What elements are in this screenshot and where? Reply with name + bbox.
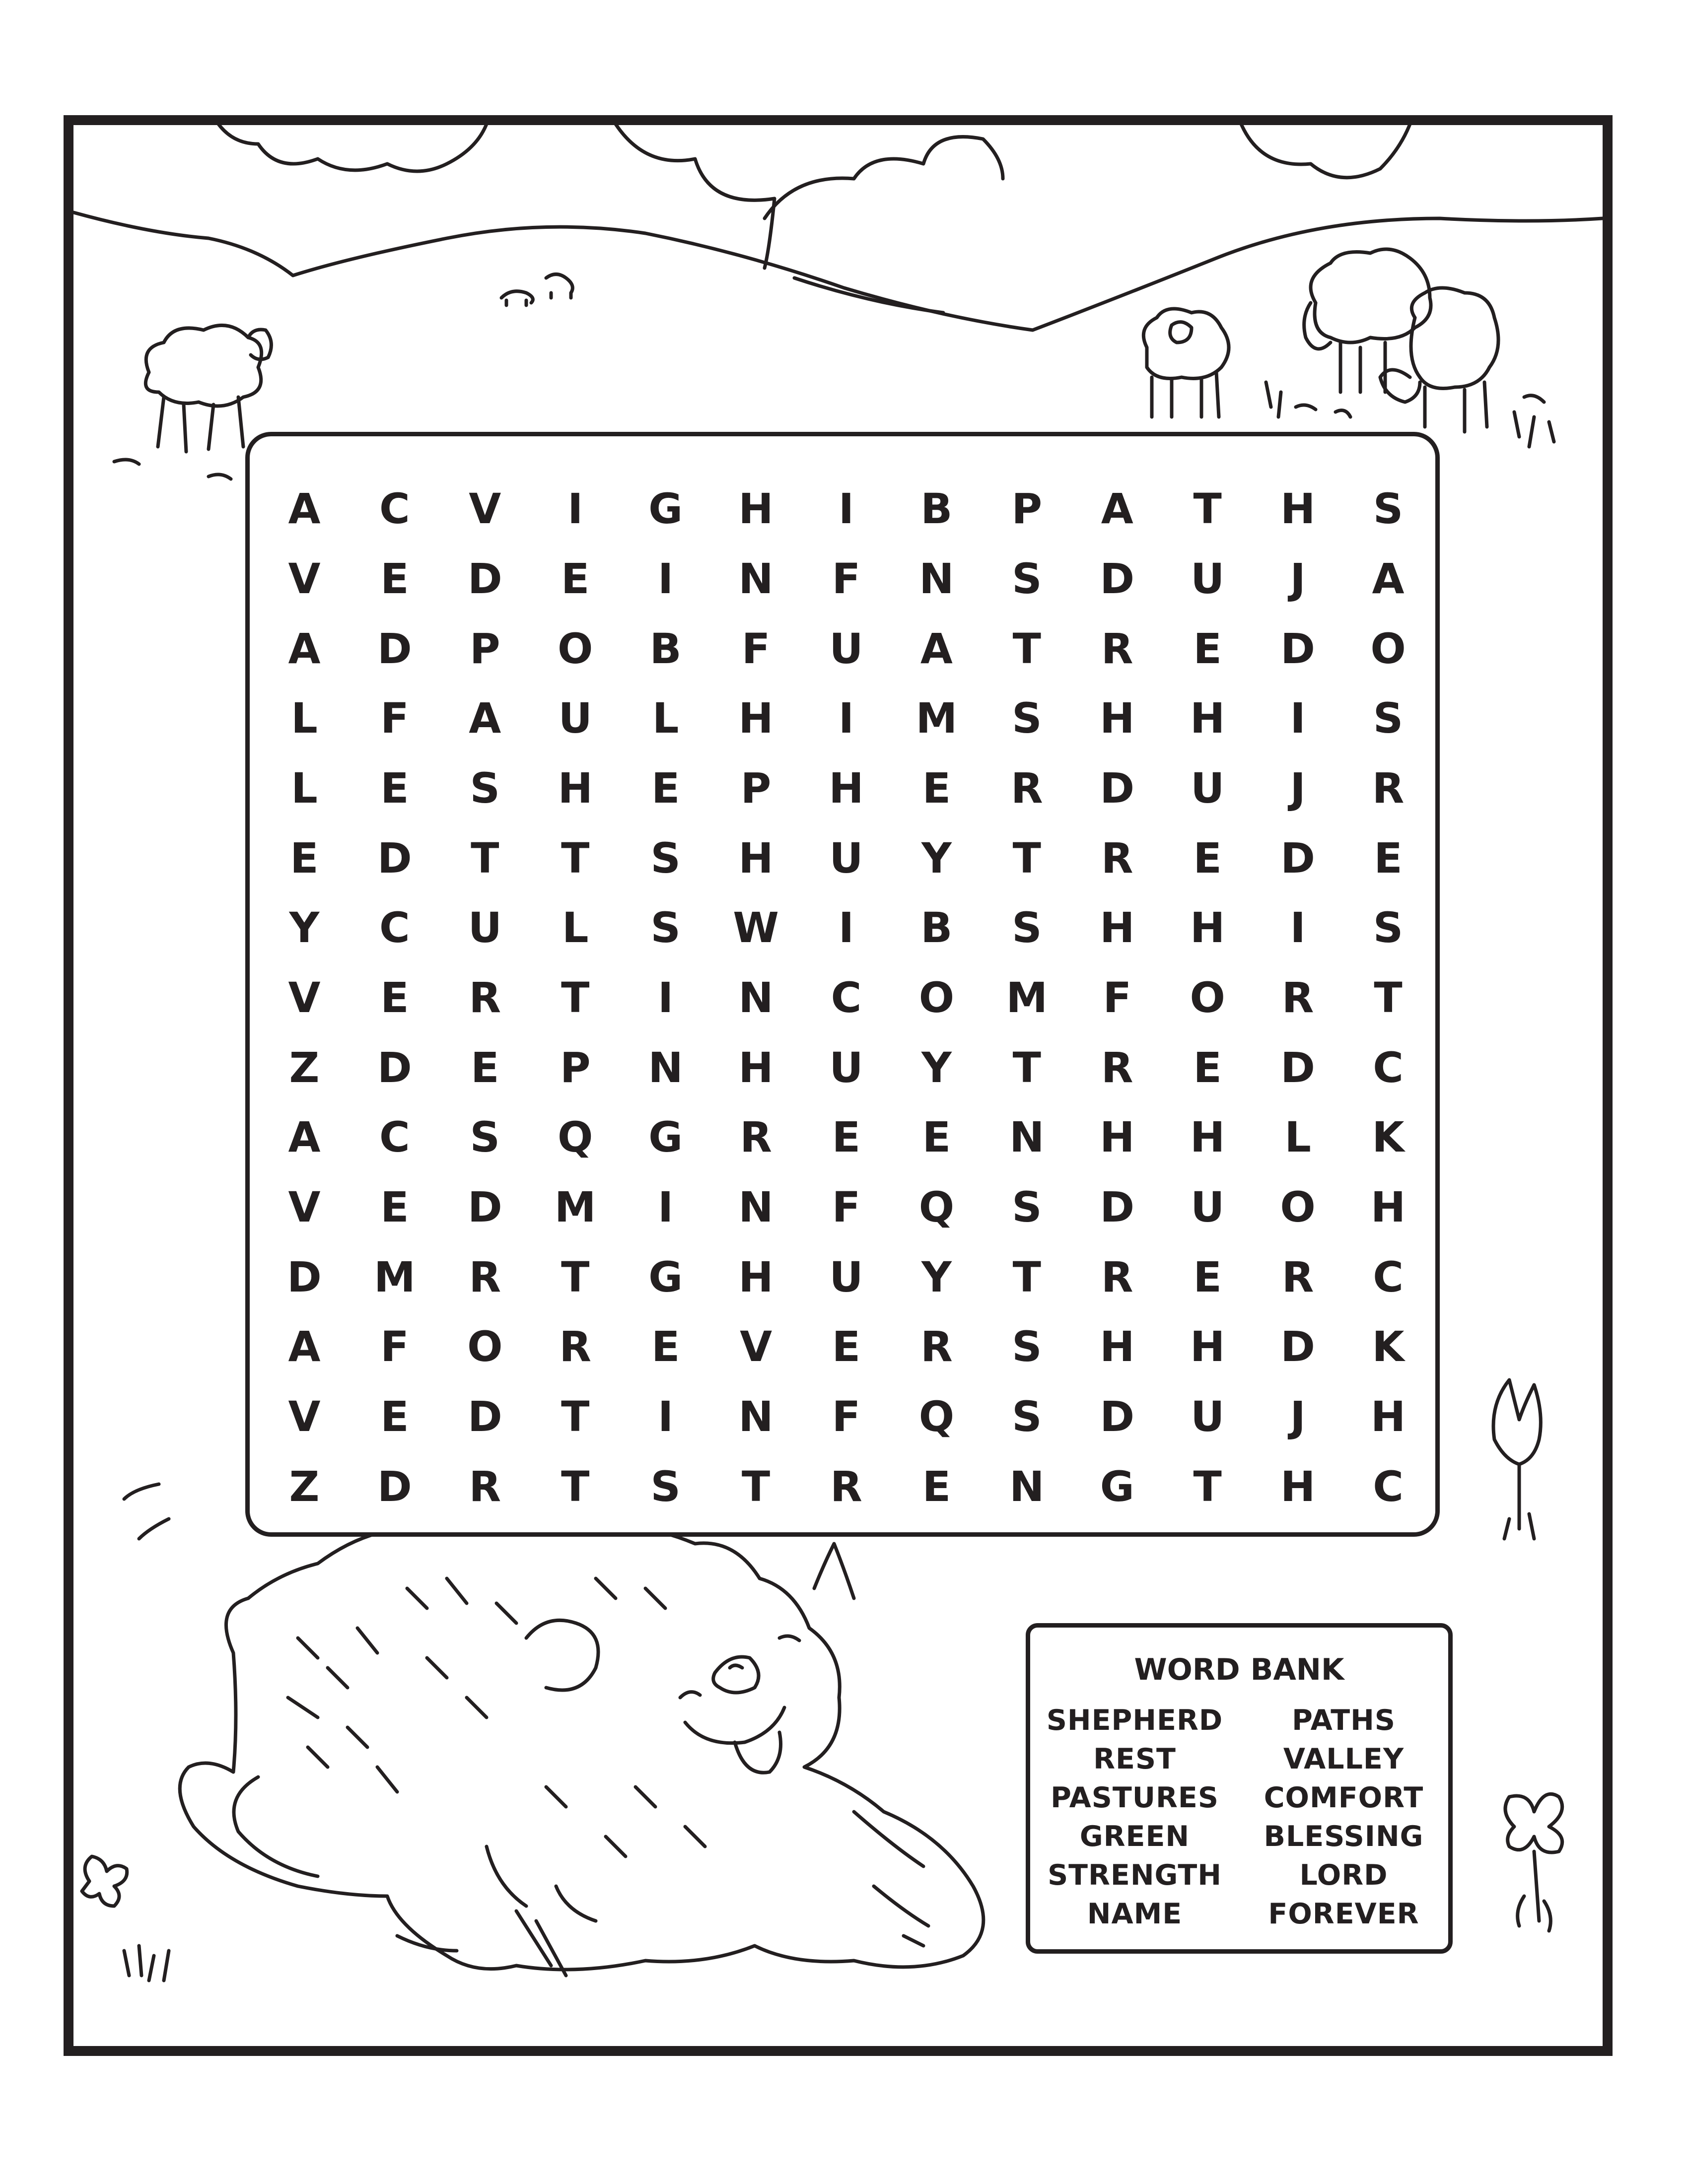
grid-letter[interactable]: M xyxy=(1006,973,1048,1022)
grid-letter[interactable]: R xyxy=(559,1322,592,1371)
grid-letter[interactable]: O xyxy=(467,1322,503,1371)
grid-letter[interactable]: J xyxy=(1290,1392,1306,1441)
grid-letter[interactable]: H xyxy=(738,484,774,534)
grid-letter[interactable]: H xyxy=(1100,694,1135,743)
grid-letter[interactable]: N xyxy=(1009,1462,1045,1511)
word-bank-word: STRENGTH xyxy=(1048,1859,1222,1892)
grid-letter[interactable]: S xyxy=(1012,1392,1042,1441)
grid-letter[interactable]: H xyxy=(1190,1113,1225,1162)
grid-letter[interactable]: R xyxy=(1281,1252,1314,1301)
grid-letter[interactable]: N xyxy=(919,554,954,603)
word-bank-left-column xyxy=(1030,1701,1239,1933)
grid-letter[interactable]: T xyxy=(1193,1462,1222,1511)
grid-letter[interactable]: E xyxy=(922,1113,951,1162)
grid-letter[interactable]: D xyxy=(1100,763,1135,813)
grid-letter[interactable]: V xyxy=(469,484,501,534)
grid-letter[interactable]: H xyxy=(829,763,864,813)
grid-letter[interactable]: D xyxy=(467,1392,502,1441)
grid-letter[interactable]: N xyxy=(648,1043,683,1092)
grid-letter[interactable]: Q xyxy=(558,1113,593,1162)
grid-letter[interactable]: Y xyxy=(921,833,952,883)
grid-letter[interactable]: R xyxy=(1101,833,1133,883)
grid-letter[interactable]: H xyxy=(1100,903,1135,953)
grid-letter[interactable]: V xyxy=(288,554,321,603)
grid-letter[interactable]: E xyxy=(380,973,409,1022)
grid-letter[interactable]: A xyxy=(288,624,321,673)
grid-letter[interactable]: E xyxy=(1193,1252,1222,1301)
grid-letter[interactable]: D xyxy=(467,1182,502,1231)
grid-letter[interactable]: I xyxy=(1290,694,1306,743)
grid-letter[interactable]: S xyxy=(650,1462,681,1511)
grid-letter[interactable]: U xyxy=(1191,763,1225,813)
word-bank-box xyxy=(1026,1623,1453,1954)
grid-letter[interactable]: E xyxy=(922,1462,951,1511)
grid-letter[interactable]: A xyxy=(288,484,321,534)
grid-letter[interactable]: L xyxy=(1284,1113,1311,1162)
word-bank-word: NAME xyxy=(1087,1898,1183,1930)
grid-letter[interactable]: P xyxy=(470,624,500,673)
grid-letter[interactable]: N xyxy=(738,1392,774,1441)
grid-letter[interactable]: T xyxy=(741,1462,771,1511)
grid-letter[interactable]: E xyxy=(290,833,319,883)
grid-letter[interactable]: S xyxy=(1012,1182,1042,1231)
grid-letter[interactable]: R xyxy=(469,973,501,1022)
grid-letter[interactable]: H xyxy=(1370,1392,1406,1441)
grid-letter[interactable]: A xyxy=(288,1113,321,1162)
grid-letter[interactable]: R xyxy=(1281,973,1314,1022)
grid-letter[interactable]: G xyxy=(648,1252,683,1301)
grid-letter[interactable]: H xyxy=(1100,1322,1135,1371)
grid-letter[interactable]: E xyxy=(380,554,409,603)
grid-letter[interactable]: E xyxy=(1193,1043,1222,1092)
grid-letter[interactable]: O xyxy=(1370,624,1406,673)
grid-letter[interactable]: T xyxy=(1012,833,1041,883)
grid-letter[interactable]: B xyxy=(649,624,682,673)
grid-letter[interactable]: S xyxy=(1012,554,1042,603)
grid-letter[interactable]: T xyxy=(1193,484,1222,534)
grid-letter[interactable]: N xyxy=(738,973,774,1022)
grid-letter[interactable]: G xyxy=(1100,1462,1134,1511)
grid-letter[interactable]: L xyxy=(291,763,318,813)
grid-letter[interactable]: H xyxy=(1280,1462,1316,1511)
grid-letter[interactable]: I xyxy=(658,1182,674,1231)
grid-letter[interactable]: U xyxy=(829,833,863,883)
grid-letter[interactable]: H xyxy=(1190,1322,1225,1371)
grid-letter[interactable]: S xyxy=(650,833,681,883)
grid-letter[interactable]: T xyxy=(1012,624,1041,673)
word-bank-right-column xyxy=(1239,1701,1448,1933)
grid-letter[interactable]: H xyxy=(1190,903,1225,953)
grid-letter[interactable]: I xyxy=(658,973,674,1022)
grid-letter[interactable]: W xyxy=(733,903,779,953)
grid-letter[interactable]: T xyxy=(1374,973,1403,1022)
grid-letter[interactable]: O xyxy=(1280,1182,1316,1231)
grid-letter[interactable]: N xyxy=(738,1182,774,1231)
grid-letter[interactable]: P xyxy=(740,763,772,813)
grid-letter[interactable]: T xyxy=(561,1252,590,1301)
grid-letter[interactable]: U xyxy=(829,1043,863,1092)
grid-letter[interactable]: B xyxy=(920,484,953,534)
grid-letter[interactable]: J xyxy=(1290,763,1306,813)
grid-letter[interactable]: F xyxy=(832,554,861,603)
grid-letter[interactable]: A xyxy=(469,694,501,743)
grid-letter[interactable]: D xyxy=(377,624,412,673)
grid-letter[interactable]: H xyxy=(738,1252,774,1301)
grid-letter[interactable]: M xyxy=(554,1182,596,1231)
grid-letter[interactable]: I xyxy=(1290,903,1306,953)
grid-letter[interactable]: H xyxy=(1100,1113,1135,1162)
grid-letter[interactable]: F xyxy=(832,1392,861,1441)
grid-letter[interactable]: F xyxy=(380,694,409,743)
grid-letter[interactable]: F xyxy=(1103,973,1131,1022)
grid-letter[interactable]: C xyxy=(1373,1043,1404,1092)
grid-letter[interactable]: F xyxy=(380,1322,409,1371)
grid-letter[interactable]: H xyxy=(1190,694,1225,743)
grid-letter[interactable]: S xyxy=(470,1113,500,1162)
grid-letter[interactable]: R xyxy=(1010,763,1043,813)
grid-letter[interactable]: E xyxy=(1193,624,1222,673)
grid-letter[interactable]: D xyxy=(1280,624,1315,673)
grid-letter[interactable]: R xyxy=(1101,1252,1133,1301)
grid-letter[interactable]: D xyxy=(287,1252,322,1301)
grid-letter[interactable]: L xyxy=(291,694,318,743)
grid-letter[interactable]: E xyxy=(380,1182,409,1231)
grid-letter[interactable]: U xyxy=(829,1252,863,1301)
grid-letter[interactable]: Y xyxy=(921,1252,952,1301)
grid-letter[interactable]: T xyxy=(561,1392,590,1441)
grid-letter[interactable]: C xyxy=(379,903,410,953)
grid-letter[interactable]: S xyxy=(1012,903,1042,953)
grid-letter[interactable]: Z xyxy=(289,1043,320,1092)
word-bank-word: GREEN xyxy=(1079,1820,1190,1853)
word-bank-word: SHEPHERD xyxy=(1046,1704,1223,1737)
grid-letter[interactable]: L xyxy=(652,694,679,743)
grid-letter[interactable]: G xyxy=(648,484,683,534)
grid-letter[interactable]: Z xyxy=(289,1462,320,1511)
grid-letter[interactable]: U xyxy=(1191,1392,1225,1441)
grid-letter[interactable]: U xyxy=(558,694,592,743)
grid-letter[interactable]: V xyxy=(288,1392,321,1441)
grid-letter[interactable]: V xyxy=(288,973,321,1022)
grid-letter[interactable]: S xyxy=(1012,1322,1042,1371)
grid-letter[interactable]: E xyxy=(380,1392,409,1441)
grid-letter[interactable]: F xyxy=(832,1182,861,1231)
grid-letter[interactable]: D xyxy=(377,1462,412,1511)
grid-letter[interactable]: H xyxy=(738,833,774,883)
grid-letter[interactable]: T xyxy=(1012,1252,1041,1301)
grid-letter[interactable]: O xyxy=(1190,973,1225,1022)
grid-letter[interactable]: I xyxy=(838,484,854,534)
grid-letter[interactable]: I xyxy=(567,484,583,534)
grid-letter[interactable]: D xyxy=(1280,1322,1315,1371)
grid-letter[interactable]: D xyxy=(1100,1392,1135,1441)
grid-letter[interactable]: E xyxy=(832,1113,861,1162)
grid-letter[interactable]: Q xyxy=(918,1182,955,1231)
grid-letter[interactable]: R xyxy=(1101,1043,1133,1092)
grid-letter[interactable]: J xyxy=(1290,554,1306,603)
grid-letter[interactable]: S xyxy=(650,903,681,953)
grid-letter[interactable]: R xyxy=(1101,624,1133,673)
grid-letter[interactable]: R xyxy=(830,1462,862,1511)
word-bank-word: BLESSING xyxy=(1264,1820,1424,1853)
word-bank-word: PASTURES xyxy=(1051,1781,1219,1814)
grid-letter[interactable]: E xyxy=(832,1322,861,1371)
grid-letter[interactable]: I xyxy=(838,694,854,743)
word-bank-word: FOREVER xyxy=(1268,1898,1419,1930)
grid-letter[interactable]: E xyxy=(1193,833,1222,883)
word-bank-word: COMFORT xyxy=(1264,1781,1424,1814)
grid-letter[interactable]: I xyxy=(658,554,674,603)
grid-letter[interactable]: T xyxy=(561,1462,590,1511)
grid-letter[interactable]: H xyxy=(738,1043,774,1092)
grid-letter[interactable]: H xyxy=(1370,1182,1406,1231)
grid-letter[interactable]: I xyxy=(838,903,854,953)
grid-letter[interactable]: A xyxy=(288,1322,321,1371)
grid-letter[interactable]: D xyxy=(1100,1182,1135,1231)
grid-letter[interactable]: E xyxy=(471,1043,499,1092)
grid-letter[interactable]: E xyxy=(651,1322,680,1371)
grid-letter[interactable]: T xyxy=(561,973,590,1022)
grid-letter[interactable]: E xyxy=(1374,833,1403,883)
grid-letter[interactable]: A xyxy=(1372,554,1405,603)
letter-grid xyxy=(259,474,1433,1521)
grid-letter[interactable]: U xyxy=(468,903,502,953)
grid-letter[interactable]: O xyxy=(558,624,593,673)
word-bank-title: WORD BANK xyxy=(1134,1652,1344,1687)
grid-letter[interactable]: E xyxy=(380,763,409,813)
grid-letter[interactable]: H xyxy=(738,694,774,743)
grid-letter[interactable]: R xyxy=(469,1252,501,1301)
grid-letter[interactable]: H xyxy=(558,763,593,813)
grid-letter[interactable]: T xyxy=(471,833,499,883)
grid-letter[interactable]: I xyxy=(658,1392,674,1441)
grid-letter[interactable]: U xyxy=(1191,1182,1225,1231)
grid-letter[interactable]: K xyxy=(1372,1322,1405,1371)
grid-letter[interactable]: Y xyxy=(921,1043,952,1092)
grid-letter[interactable]: P xyxy=(1011,484,1043,534)
grid-letter[interactable]: R xyxy=(920,1322,953,1371)
grid-letter[interactable]: A xyxy=(920,624,953,673)
grid-letter[interactable]: K xyxy=(1372,1113,1405,1162)
grid-letter[interactable]: D xyxy=(1100,554,1135,603)
grid-letter[interactable]: F xyxy=(741,624,771,673)
grid-letter[interactable]: C xyxy=(831,973,862,1022)
grid-letter[interactable]: E xyxy=(561,554,590,603)
grid-letter[interactable]: T xyxy=(1012,1043,1041,1092)
grid-letter[interactable]: C xyxy=(1373,1252,1404,1301)
grid-letter[interactable]: E xyxy=(922,763,951,813)
grid-letter[interactable]: R xyxy=(1372,763,1405,813)
grid-letter[interactable]: S xyxy=(1373,903,1404,953)
grid-letter[interactable]: S xyxy=(1373,694,1404,743)
grid-letter[interactable]: D xyxy=(377,833,412,883)
grid-letter[interactable]: T xyxy=(561,833,590,883)
grid-letter[interactable]: P xyxy=(560,1043,591,1092)
grid-letter[interactable]: M xyxy=(374,1252,416,1301)
grid-letter[interactable]: Y xyxy=(289,903,320,953)
grid-letter[interactable]: S xyxy=(470,763,500,813)
grid-letter[interactable]: U xyxy=(1191,554,1225,603)
grid-letter[interactable]: D xyxy=(467,554,502,603)
grid-letter[interactable]: L xyxy=(562,903,589,953)
grid-letter[interactable]: V xyxy=(740,1322,773,1371)
grid-letter[interactable]: S xyxy=(1012,694,1042,743)
grid-letter[interactable]: G xyxy=(648,1113,683,1162)
word-bank-word: REST xyxy=(1093,1743,1176,1775)
grid-letter[interactable]: C xyxy=(379,484,410,534)
grid-letter[interactable]: B xyxy=(920,903,953,953)
grid-letter[interactable]: Q xyxy=(918,1392,955,1441)
grid-letter[interactable]: R xyxy=(740,1113,772,1162)
word-bank-word: PATHS xyxy=(1292,1704,1396,1737)
grid-letter[interactable]: N xyxy=(1009,1113,1045,1162)
grid-letter[interactable]: H xyxy=(1280,484,1316,534)
grid-letter[interactable]: C xyxy=(379,1113,410,1162)
grid-letter[interactable]: E xyxy=(651,763,680,813)
grid-letter[interactable]: D xyxy=(1280,833,1315,883)
grid-letter[interactable]: C xyxy=(1373,1462,1404,1511)
grid-letter[interactable]: N xyxy=(738,554,774,603)
grid-letter[interactable]: A xyxy=(1101,484,1133,534)
grid-letter[interactable]: M xyxy=(915,694,958,743)
grid-letter[interactable]: V xyxy=(288,1182,321,1231)
grid-letter[interactable]: D xyxy=(1280,1043,1315,1092)
word-bank-word: LORD xyxy=(1299,1859,1388,1892)
grid-letter[interactable]: D xyxy=(377,1043,412,1092)
word-bank-word: VALLEY xyxy=(1283,1743,1405,1775)
grid-letter[interactable]: O xyxy=(918,973,955,1022)
grid-letter[interactable]: S xyxy=(1373,484,1404,534)
grid-letter[interactable]: R xyxy=(469,1462,501,1511)
grid-letter[interactable]: U xyxy=(829,624,863,673)
